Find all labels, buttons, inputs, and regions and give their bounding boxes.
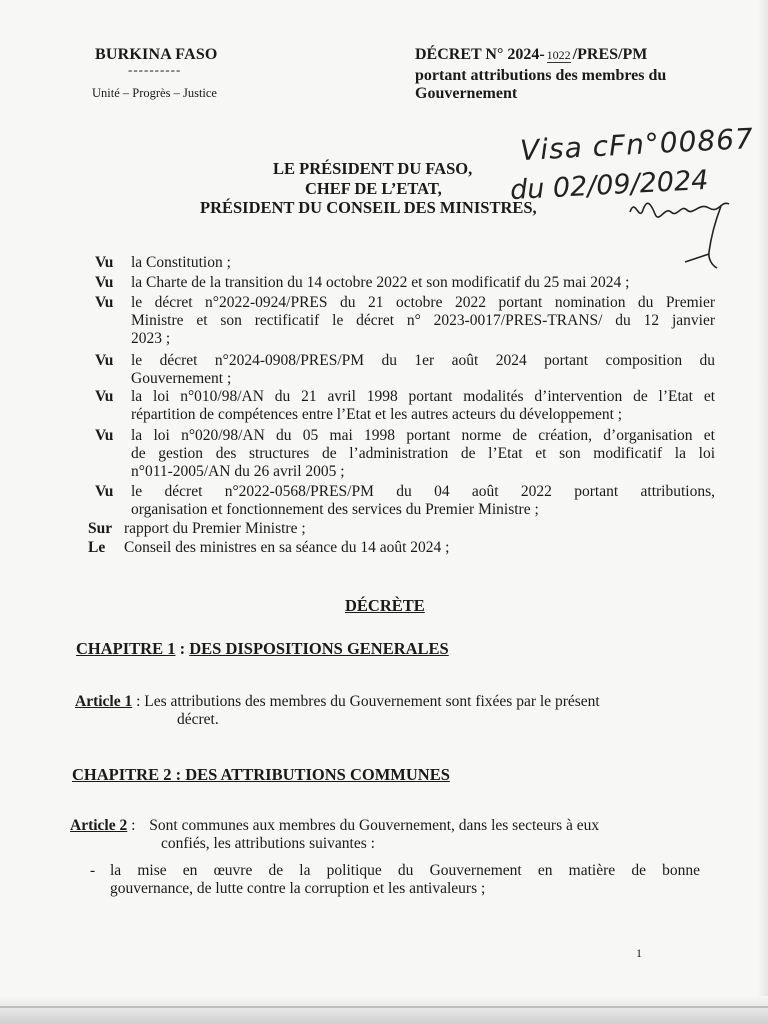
list-item: - la mise en œuvre de la politique du Gouvernement en matière de bonne gouvernance, de lutte contre la corruption et les antivaleurs ; xyxy=(90,862,700,897)
handwritten-visa-number: Visa cFn°00867 xyxy=(519,121,755,168)
scan-edge-bottom xyxy=(0,996,768,1024)
consideration-item xyxy=(95,254,715,272)
chapter-1-heading: CHAPITRE 1 : DES DISPOSITIONS GENERALES xyxy=(76,639,449,658)
consideration-text: la Charte de la transition du 14 octobre 2022 et son modificatif du 25 mai 2024 ; xyxy=(131,274,630,291)
decree-subject-line2: Gouvernement xyxy=(415,85,518,102)
decree-heading: DÉCRÈTE xyxy=(345,596,425,615)
consideration-item xyxy=(95,388,715,424)
article-1: Article 1 : Les attributions des membres du Gouvernement sont fixées par le présent décret. xyxy=(75,693,600,728)
president-title-line2: CHEF DE L’ETAT, xyxy=(305,179,442,198)
national-motto: Unité – Progrès – Justice xyxy=(92,86,217,100)
consideration-item xyxy=(95,274,715,292)
article-2: Article 2 : Sont communes aux membres du Gouvernement, dans les secteurs à eux confiés, les attributions suivantes : xyxy=(70,817,600,852)
country-name: BURKINA FASO xyxy=(95,46,218,63)
consideration-text: la loi n°010/98/AN du 21 avril 1998 portant modalités d’intervention de l’Etat et répartition de compétences entre l’Etat et les autres acteurs du développement ; xyxy=(131,388,715,423)
consideration-label: Le xyxy=(88,539,106,556)
decree-number: 1022 xyxy=(546,48,571,62)
consideration-text: le décret n°2022-0924/PRES du 21 octobre 2022 portant nomination du Premier Ministre et son rectificatif le décret n° 2023-0017/PRES-TRANS/ du 12 janvier 2023 ; xyxy=(131,294,715,347)
article-2-label: Article 2 xyxy=(70,817,128,834)
decree-suffix: /PRES/PM xyxy=(572,46,648,63)
decree-subject-line1: portant attributions des membres du xyxy=(415,67,667,84)
president-title-line1: LE PRÉSIDENT DU FASO, xyxy=(273,159,473,178)
article-1-label: Article 1 xyxy=(75,693,133,710)
consideration-label: Vu xyxy=(95,254,114,271)
scan-edge-right xyxy=(758,0,768,1024)
handwritten-visa-date: du 02/09/2024 xyxy=(509,164,710,207)
article-2-text: Sont communes aux membres du Gouvernement, dans les secteurs à eux xyxy=(149,817,600,834)
consideration-text: Conseil des ministres en sa séance du 14 août 2024 ; xyxy=(124,539,450,556)
header-separator: ---------- xyxy=(128,62,182,77)
consideration-text: le décret n°2024-0908/PRES/PM du 1er août 2024 portant composition du Gouvernement ; xyxy=(131,352,715,387)
scan-edge-line xyxy=(0,1006,768,1008)
chapter-2-heading: CHAPITRE 2 : DES ATTRIBUTIONS COMMUNES xyxy=(72,765,450,784)
consideration-label: Vu xyxy=(95,388,114,405)
bullet-marker: - xyxy=(90,862,96,879)
consideration-label: Vu xyxy=(95,427,114,444)
consideration-item xyxy=(95,483,715,519)
consideration-item xyxy=(88,539,708,557)
consideration-text: la Constitution ; xyxy=(131,254,231,271)
consideration-item xyxy=(95,294,715,348)
consideration-label: Sur xyxy=(88,520,113,537)
consideration-text: la loi n°020/98/AN du 05 mai 1998 portant norme de création, d’organisation et de gestion des structures de l’administration de l’Etat et son modificatif la loi n°011-2005/AN du 26 avril 2005 ; xyxy=(131,427,715,480)
consideration-label: Vu xyxy=(95,294,114,311)
consideration-text: le décret n°2022-0568/PRES/PM du 04 août 2022 portant attributions, organisation et fonctionnement des services du Premier Ministre ; xyxy=(131,483,715,518)
handwritten-signature xyxy=(625,192,735,287)
article-1-text: Les attributions des membres du Gouvernement sont fixées par le présent xyxy=(144,693,600,710)
consideration-item xyxy=(95,427,715,481)
consideration-item xyxy=(88,520,708,538)
consideration-text: rapport du Premier Ministre ; xyxy=(124,520,306,537)
consideration-item xyxy=(95,352,715,388)
consideration-label: Vu xyxy=(95,352,114,369)
page-number: 1 xyxy=(636,946,642,960)
consideration-label: Vu xyxy=(95,483,114,500)
president-title-line3: PRÉSIDENT DU CONSEIL DES MINISTRES, xyxy=(200,198,537,217)
decree-prefix: DÉCRET N° 2024- xyxy=(415,46,545,63)
decree-title xyxy=(415,46,647,64)
consideration-label: Vu xyxy=(95,274,114,291)
